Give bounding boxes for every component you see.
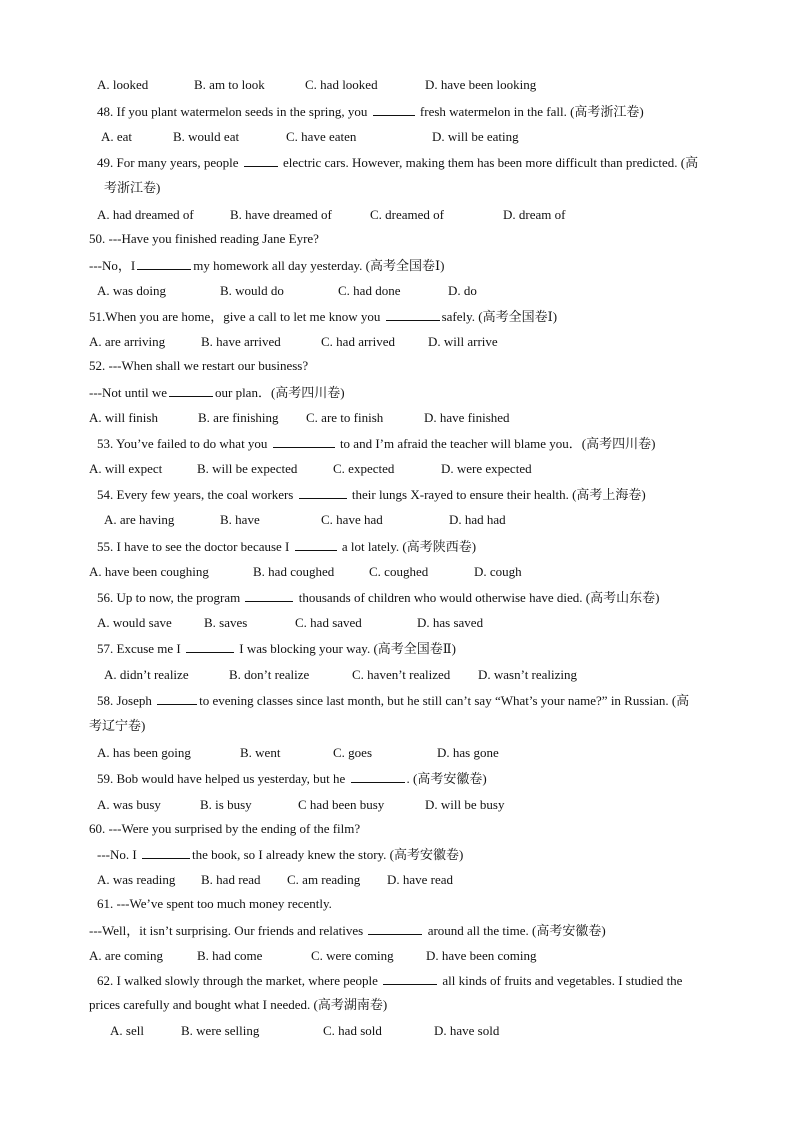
q53-option-d: D. were expected <box>441 461 532 476</box>
q48-stem <box>97 103 644 120</box>
q60-line2-post: the book, so I already knew the story. (高考安徽卷) <box>191 847 464 862</box>
q61-option-c: C. were coming <box>311 948 394 963</box>
q56-option-c: C. had saved <box>295 615 362 630</box>
q53-stem-pre: 53. You’ve failed to do what you <box>97 436 268 451</box>
q56-option-a: A. would save <box>97 615 172 630</box>
q52-line2-pre: ---Not until we <box>89 385 167 400</box>
q53-stem-post: to and I’m afraid the teacher will blame you．(高考四川卷) <box>339 436 656 451</box>
q62-stem <box>97 972 682 989</box>
q52-option-d: D. have finished <box>424 410 510 425</box>
q52-answer-blank[interactable] <box>169 384 213 397</box>
q49-option-c: C. dreamed of <box>370 207 445 222</box>
q48-stem-post: fresh watermelon in the fall. (高考浙江卷) <box>419 104 644 119</box>
q59-option-c: C had been busy <box>298 797 385 812</box>
q49-stem-pre: 49. For many years, people <box>97 155 239 170</box>
q60-line2-pre: ---No. I <box>97 847 137 862</box>
q57-option-d: D. wasn’t realizing <box>478 667 578 682</box>
q50-line2-post: my homework all day yesterday. (高考全国卷Ⅰ) <box>193 258 445 273</box>
q53-stem <box>97 435 655 452</box>
q62-option-c: C. had sold <box>323 1023 382 1038</box>
q51-option-a: A. are arriving <box>89 334 166 349</box>
q61-line2 <box>89 922 606 939</box>
q49-stem <box>97 154 698 171</box>
q54-option-a: A. are having <box>104 512 175 527</box>
q62-stem-continued: prices carefully and bought what I needed. (高考湖南卷) <box>89 997 388 1012</box>
q50-answer-blank[interactable] <box>137 257 191 270</box>
q48-option-d: D. will be eating <box>432 129 519 144</box>
q49-option-a: A. had dreamed of <box>97 207 194 222</box>
q59-stem-pre: 59. Bob would have helped us yesterday, but he <box>97 771 346 786</box>
q54-option-b: B. have <box>220 512 260 527</box>
q54-stem <box>97 486 646 503</box>
q50-option-d: D. do <box>448 283 477 298</box>
q53-option-a: A. will expect <box>89 461 163 476</box>
q58-stem-continued: 考辽宁卷) <box>89 718 146 733</box>
q57-answer-blank[interactable] <box>186 640 234 653</box>
q58-option-d: D. has gone <box>437 745 499 760</box>
q59-option-d: D. will be busy <box>425 797 505 812</box>
q61-line1: 61. ---We’ve spent too much money recently. <box>97 896 332 911</box>
q52-option-b: B. are finishing <box>198 410 279 425</box>
q55-option-a: A. have been coughing <box>89 564 209 579</box>
q60-option-b: B. had read <box>201 872 261 887</box>
q55-stem-pre: 55. I have to see the doctor because I <box>97 539 290 554</box>
q56-stem <box>97 589 659 606</box>
q57-option-a: A. didn’t realize <box>104 667 189 682</box>
q48-answer-blank[interactable] <box>373 103 415 116</box>
q61-option-a: A. are coming <box>89 948 164 963</box>
q62-stem-pre: 62. I walked slowly through the market, where people <box>97 973 378 988</box>
q48-stem-pre: 48. If you plant watermelon seeds in the spring, you <box>97 104 368 119</box>
q62-option-d: D. have sold <box>434 1023 500 1038</box>
q61-option-b: B. had come <box>197 948 263 963</box>
q47-option-d: D. have been looking <box>425 77 537 92</box>
q56-stem-post: thousands of children who would otherwise have died. (高考山东卷) <box>298 590 660 605</box>
q47-option-b: B. am to look <box>194 77 265 92</box>
q51-option-c: C. had arrived <box>321 334 396 349</box>
q53-option-c: C. expected <box>333 461 395 476</box>
q54-answer-blank[interactable] <box>299 486 347 499</box>
q52-line1: 52. ---When shall we restart our business? <box>89 358 309 373</box>
q56-answer-blank[interactable] <box>245 589 293 602</box>
q54-option-c: C. have had <box>321 512 383 527</box>
q53-option-b: B. will be expected <box>197 461 298 476</box>
q49-stem-post: electric cars. However, making them has been more difficult than predicted. (高 <box>283 155 699 170</box>
q48-option-b: B. would eat <box>173 129 240 144</box>
q49-option-d: D. dream of <box>503 207 566 222</box>
q50-line2-pre: ---No，I <box>89 258 136 273</box>
q60-option-d: D. have read <box>387 872 454 887</box>
q57-stem <box>97 640 456 657</box>
q58-stem <box>97 692 689 709</box>
q52-option-a: A. will finish <box>89 410 158 425</box>
q51-stem-pre: 51.When you are home，give a call to let me know you <box>89 309 381 324</box>
q55-option-c: C. coughed <box>369 564 429 579</box>
q57-option-b: B. don’t realize <box>229 667 310 682</box>
q60-option-c: C. am reading <box>287 872 361 887</box>
q47-option-a: A. looked <box>97 77 149 92</box>
q62-stem-post: all kinds of fruits and vegetables. I studied the <box>442 973 683 988</box>
q49-answer-blank[interactable] <box>244 154 278 167</box>
q49-option-b: B. have dreamed of <box>230 207 332 222</box>
q53-answer-blank[interactable] <box>273 435 335 448</box>
q48-option-a: A. eat <box>101 129 133 144</box>
q51-option-b: B. have arrived <box>201 334 281 349</box>
q59-option-b: B. is busy <box>200 797 252 812</box>
q60-line2 <box>97 846 463 863</box>
q57-stem-post: I was blocking your way. (高考全国卷Ⅱ) <box>239 641 456 656</box>
q61-line2-pre: ---Well，it isn’t surprising. Our friends and relatives <box>89 923 364 938</box>
q56-option-d: D. has saved <box>417 615 484 630</box>
q52-option-c: C. are to finish <box>306 410 384 425</box>
q59-stem-post: . (高考安徽卷) <box>406 771 487 786</box>
q56-option-b: B. saves <box>204 615 248 630</box>
q52-line2 <box>89 384 345 401</box>
q48-option-c: C. have eaten <box>286 129 357 144</box>
q59-stem <box>97 770 487 787</box>
q50-option-b: B. would do <box>220 283 284 298</box>
q61-answer-blank[interactable] <box>368 922 422 935</box>
q54-stem-pre: 54. Every few years, the coal workers <box>97 487 294 502</box>
q57-stem-pre: 57. Excuse me I <box>97 641 181 656</box>
q47-option-c: C. had looked <box>305 77 378 92</box>
q55-answer-blank[interactable] <box>295 538 337 551</box>
q62-answer-blank[interactable] <box>383 972 437 985</box>
q59-answer-blank[interactable] <box>351 770 405 783</box>
q55-option-d: D. cough <box>474 564 522 579</box>
q51-answer-blank[interactable] <box>386 308 440 321</box>
q60-line1: 60. ---Were you surprised by the ending of the film? <box>89 821 361 836</box>
q58-stem-pre: 58. Joseph <box>97 693 152 708</box>
q51-stem-post: safely. (高考全国卷Ⅰ) <box>441 309 558 324</box>
q51-option-d: D. will arrive <box>428 334 498 349</box>
q59-option-a: A. was busy <box>97 797 161 812</box>
q55-stem <box>97 538 476 555</box>
q60-answer-blank[interactable] <box>142 846 190 859</box>
q50-line1: 50. ---Have you finished reading Jane Eyre? <box>89 231 319 246</box>
q50-line2 <box>89 257 444 274</box>
q51-stem <box>89 308 557 325</box>
q58-option-a: A. has been going <box>97 745 191 760</box>
q58-option-c: C. goes <box>333 745 372 760</box>
q62-option-b: B. were selling <box>181 1023 260 1038</box>
q58-stem-post: to evening classes since last month, but he still can’t say “What’s your name?” in Russian. (高 <box>199 693 690 708</box>
q55-option-b: B. had coughed <box>253 564 335 579</box>
q56-stem-pre: 56. Up to now, the program <box>97 590 241 605</box>
q58-option-b: B. went <box>240 745 281 760</box>
q52-line2-post: our plan．(高考四川卷) <box>214 385 345 400</box>
q54-stem-post: their lungs X-rayed to ensure their health. (高考上海卷) <box>351 487 646 502</box>
q62-option-a: A. sell <box>110 1023 144 1038</box>
q50-option-a: A. was doing <box>97 283 166 298</box>
q57-option-c: C. haven’t realized <box>352 667 451 682</box>
q60-option-a: A. was reading <box>97 872 176 887</box>
q54-option-d: D. had had <box>449 512 506 527</box>
q50-option-c: C. had done <box>338 283 401 298</box>
q55-stem-post: a lot lately. (高考陕西卷) <box>341 539 477 554</box>
q58-answer-blank[interactable] <box>157 692 197 705</box>
q49-stem-continued: 考浙江卷) <box>104 180 161 195</box>
q61-option-d: D. have been coming <box>426 948 537 963</box>
q61-line2-post: around all the time. (高考安徽卷) <box>427 923 606 938</box>
